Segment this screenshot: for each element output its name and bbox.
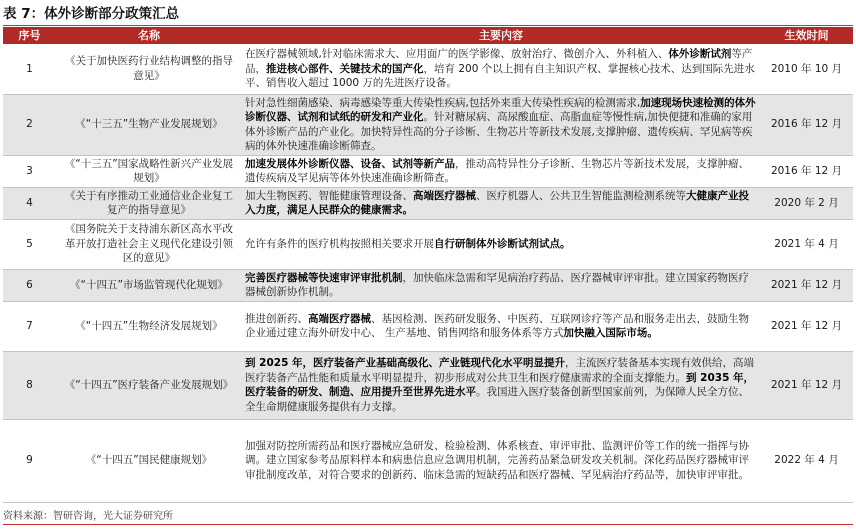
effective-date: 2022 年 4 月 <box>760 419 853 502</box>
header-date: 生效时间 <box>760 27 853 44</box>
policy-name: 《“十四五”国民健康规划》 <box>56 419 242 502</box>
table-row <box>3 269 853 301</box>
policy-content <box>242 44 760 94</box>
row-index: 4 <box>3 187 56 219</box>
content-emphasis: 大健康产业投入力度，满足人民群众的健康需求。 <box>245 189 749 216</box>
content-text: 、医疗机器人、公共卫生智能监测检测系统等 <box>476 189 686 202</box>
table-row <box>3 301 853 351</box>
page-title: 表 7：体外诊断部分政策汇总 <box>3 6 180 22</box>
content-text: ，推动高特异性分子诊断、生物芯片等新技术发展，支撑肿瘤、遗传疾病及罕见病等体外快速准确诊断筛查。 <box>245 157 749 184</box>
policy-name: 《“十四五”生物经济发展规划》 <box>56 301 242 351</box>
source-note: 资料来源：智研咨询，光大证券研究所 <box>3 511 173 522</box>
content-emphasis: 自行研制体外诊断试剂试点。 <box>434 237 571 250</box>
row-index: 5 <box>3 219 56 269</box>
policy-content <box>242 351 760 419</box>
content-emphasis: 加速现场快速检测的体外诊断仪器、试剂和试纸的研发和产业化 <box>245 96 756 123</box>
content-text: 在医疗器械领域,针对临床需求大、应用面广的医学影像、放射治疗、微创介入、外科植入、 <box>245 48 669 60</box>
content-emphasis: 高端医疗器械 <box>308 312 371 325</box>
content-emphasis: 到 2025 年，医疗装备产业基础高级化、产业链现代化水平明显提升 <box>245 357 566 369</box>
policy-content <box>242 301 760 351</box>
policy-content <box>242 155 760 187</box>
content-emphasis: 加快融入国际市场。 <box>563 327 658 339</box>
policy-name: 《关于有序推动工业通信业企业复工复产的指导意见》 <box>56 187 242 219</box>
content-emphasis: 加速发展体外诊断仪器、设备、试剂等新产品 <box>245 157 455 170</box>
content-text: 针对急性细菌感染、病毒感染等重大传染性疾病,包括外来重大传染性疾病的检测需求, <box>245 96 641 109</box>
table-row <box>3 44 853 94</box>
policy-content <box>242 187 760 219</box>
effective-date: 2010 年 10 月 <box>760 44 853 94</box>
policy-name: 《关于加快医药行业结构调整的指导意见》 <box>56 44 242 94</box>
policy-table <box>3 27 853 503</box>
table-row <box>3 419 853 502</box>
table-row <box>3 94 853 155</box>
header-content: 主要内容 <box>242 27 760 44</box>
content-text: 加强对防控所需药品和医疗器械应急研发、检验检测、体系核查、审评审批、监测评价等工作的统一指挥与协调。建立国家参考品原料样本和病患信息应急调用机制，完善药品紧急研发攻关机制。深化药品医疗器械审评审批制度改革，对符合要求的创新药、临床急需的短缺药品和医疗器械、罕见病治疗药品等，加快审评审批。 <box>245 439 749 481</box>
policy-name: 《“十四五”市场监管现代化规划》 <box>56 269 242 301</box>
table-header-row <box>3 27 853 44</box>
policy-name: 《“十四五”医疗装备产业发展规划》 <box>56 351 242 419</box>
content-text: ，主流医疗装备基本实现有效供给，高端医疗装备产品性能和质量水平明显提升，初步形成对公共卫生和医疗健康需求的全面支撑能力。 <box>245 357 755 384</box>
row-index: 1 <box>3 44 56 94</box>
content-text: 等产品， <box>245 48 753 75</box>
row-index: 2 <box>3 94 56 155</box>
effective-date: 2016 年 12 月 <box>760 94 853 155</box>
policy-name: 《国务院关于支持浦东新区高水平改革开放打造社会主义现代化建设引领区的意见》 <box>56 219 242 269</box>
content-text: 。我国进入医疗装备创新型国家前列，为保障人民全方位、全生命期健康服务提供有力支撑。 <box>245 386 749 413</box>
row-index: 9 <box>3 419 56 502</box>
effective-date: 2021 年 12 月 <box>760 269 853 301</box>
header-name: 名称 <box>56 27 242 44</box>
content-emphasis: 完善医疗器械等快速审评审批机制 <box>245 271 403 284</box>
policy-content <box>242 94 760 155</box>
content-text: 、基因检测、医药研发服务、中医药、互联网诊疗等产品和服务走出去，鼓励生物企业通过建立海外研发中心、 生产基地、销售网络和服务体系等方式 <box>245 312 749 339</box>
table-body <box>3 44 853 502</box>
effective-date: 2016 年 12 月 <box>760 155 853 187</box>
content-emphasis: 体外诊断试剂 <box>668 48 732 60</box>
content-emphasis: 高端医疗器械 <box>413 189 476 202</box>
row-index: 3 <box>3 155 56 187</box>
table-row <box>3 219 853 269</box>
content-emphasis: 到 2035 年，医疗装备的研发、制造、应用提升至世界先进水平 <box>245 371 755 398</box>
bottom-divider <box>3 524 853 525</box>
policy-content <box>242 419 760 502</box>
row-index: 7 <box>3 301 56 351</box>
content-emphasis: 推进核心部件、关键技术的国产化 <box>266 62 424 75</box>
table-row <box>3 351 853 419</box>
content-text: ，加快临床急需和罕见病治疗药品、医疗器械审评审批。建立国家药物医疗器械创新协作机制。 <box>245 271 749 298</box>
effective-date: 2021 年 12 月 <box>760 351 853 419</box>
policy-content <box>242 269 760 301</box>
effective-date: 2021 年 12 月 <box>760 301 853 351</box>
content-text: ，培育 200 个以上拥有自主知识产权、掌握核心技术、达到国际先进水平、销售收入超过 1000 万的先进医疗设备。 <box>245 62 755 89</box>
table-row <box>3 155 853 187</box>
content-text: 允许有条件的医疗机构按照相关要求开展 <box>245 237 434 250</box>
row-index: 8 <box>3 351 56 419</box>
header-index: 序号 <box>3 27 56 44</box>
content-text: 加大生物医药、智能健康管理设备、 <box>245 189 413 202</box>
row-index: 6 <box>3 269 56 301</box>
title-divider <box>3 25 853 26</box>
content-text: 推进创新药、 <box>245 312 308 325</box>
policy-name: 《“十三五”国家战略性新兴产业发展规划》 <box>56 155 242 187</box>
effective-date: 2021 年 4 月 <box>760 219 853 269</box>
content-text: 。针对糖尿病、高尿酸血症、高脂血症等慢性病,加快便捷和准确的家用体外诊断产品的产业化。加快特异性高的分子诊断、生物芯片等新技术发展,支撑肿瘤、遗传疾病、罕见病等疾病的体外快速准确诊断筛查。 <box>245 111 753 152</box>
policy-content <box>242 219 760 269</box>
effective-date: 2020 年 2 月 <box>760 187 853 219</box>
policy-name: 《“十三五”生物产业发展规划》 <box>56 94 242 155</box>
table-row <box>3 187 853 219</box>
